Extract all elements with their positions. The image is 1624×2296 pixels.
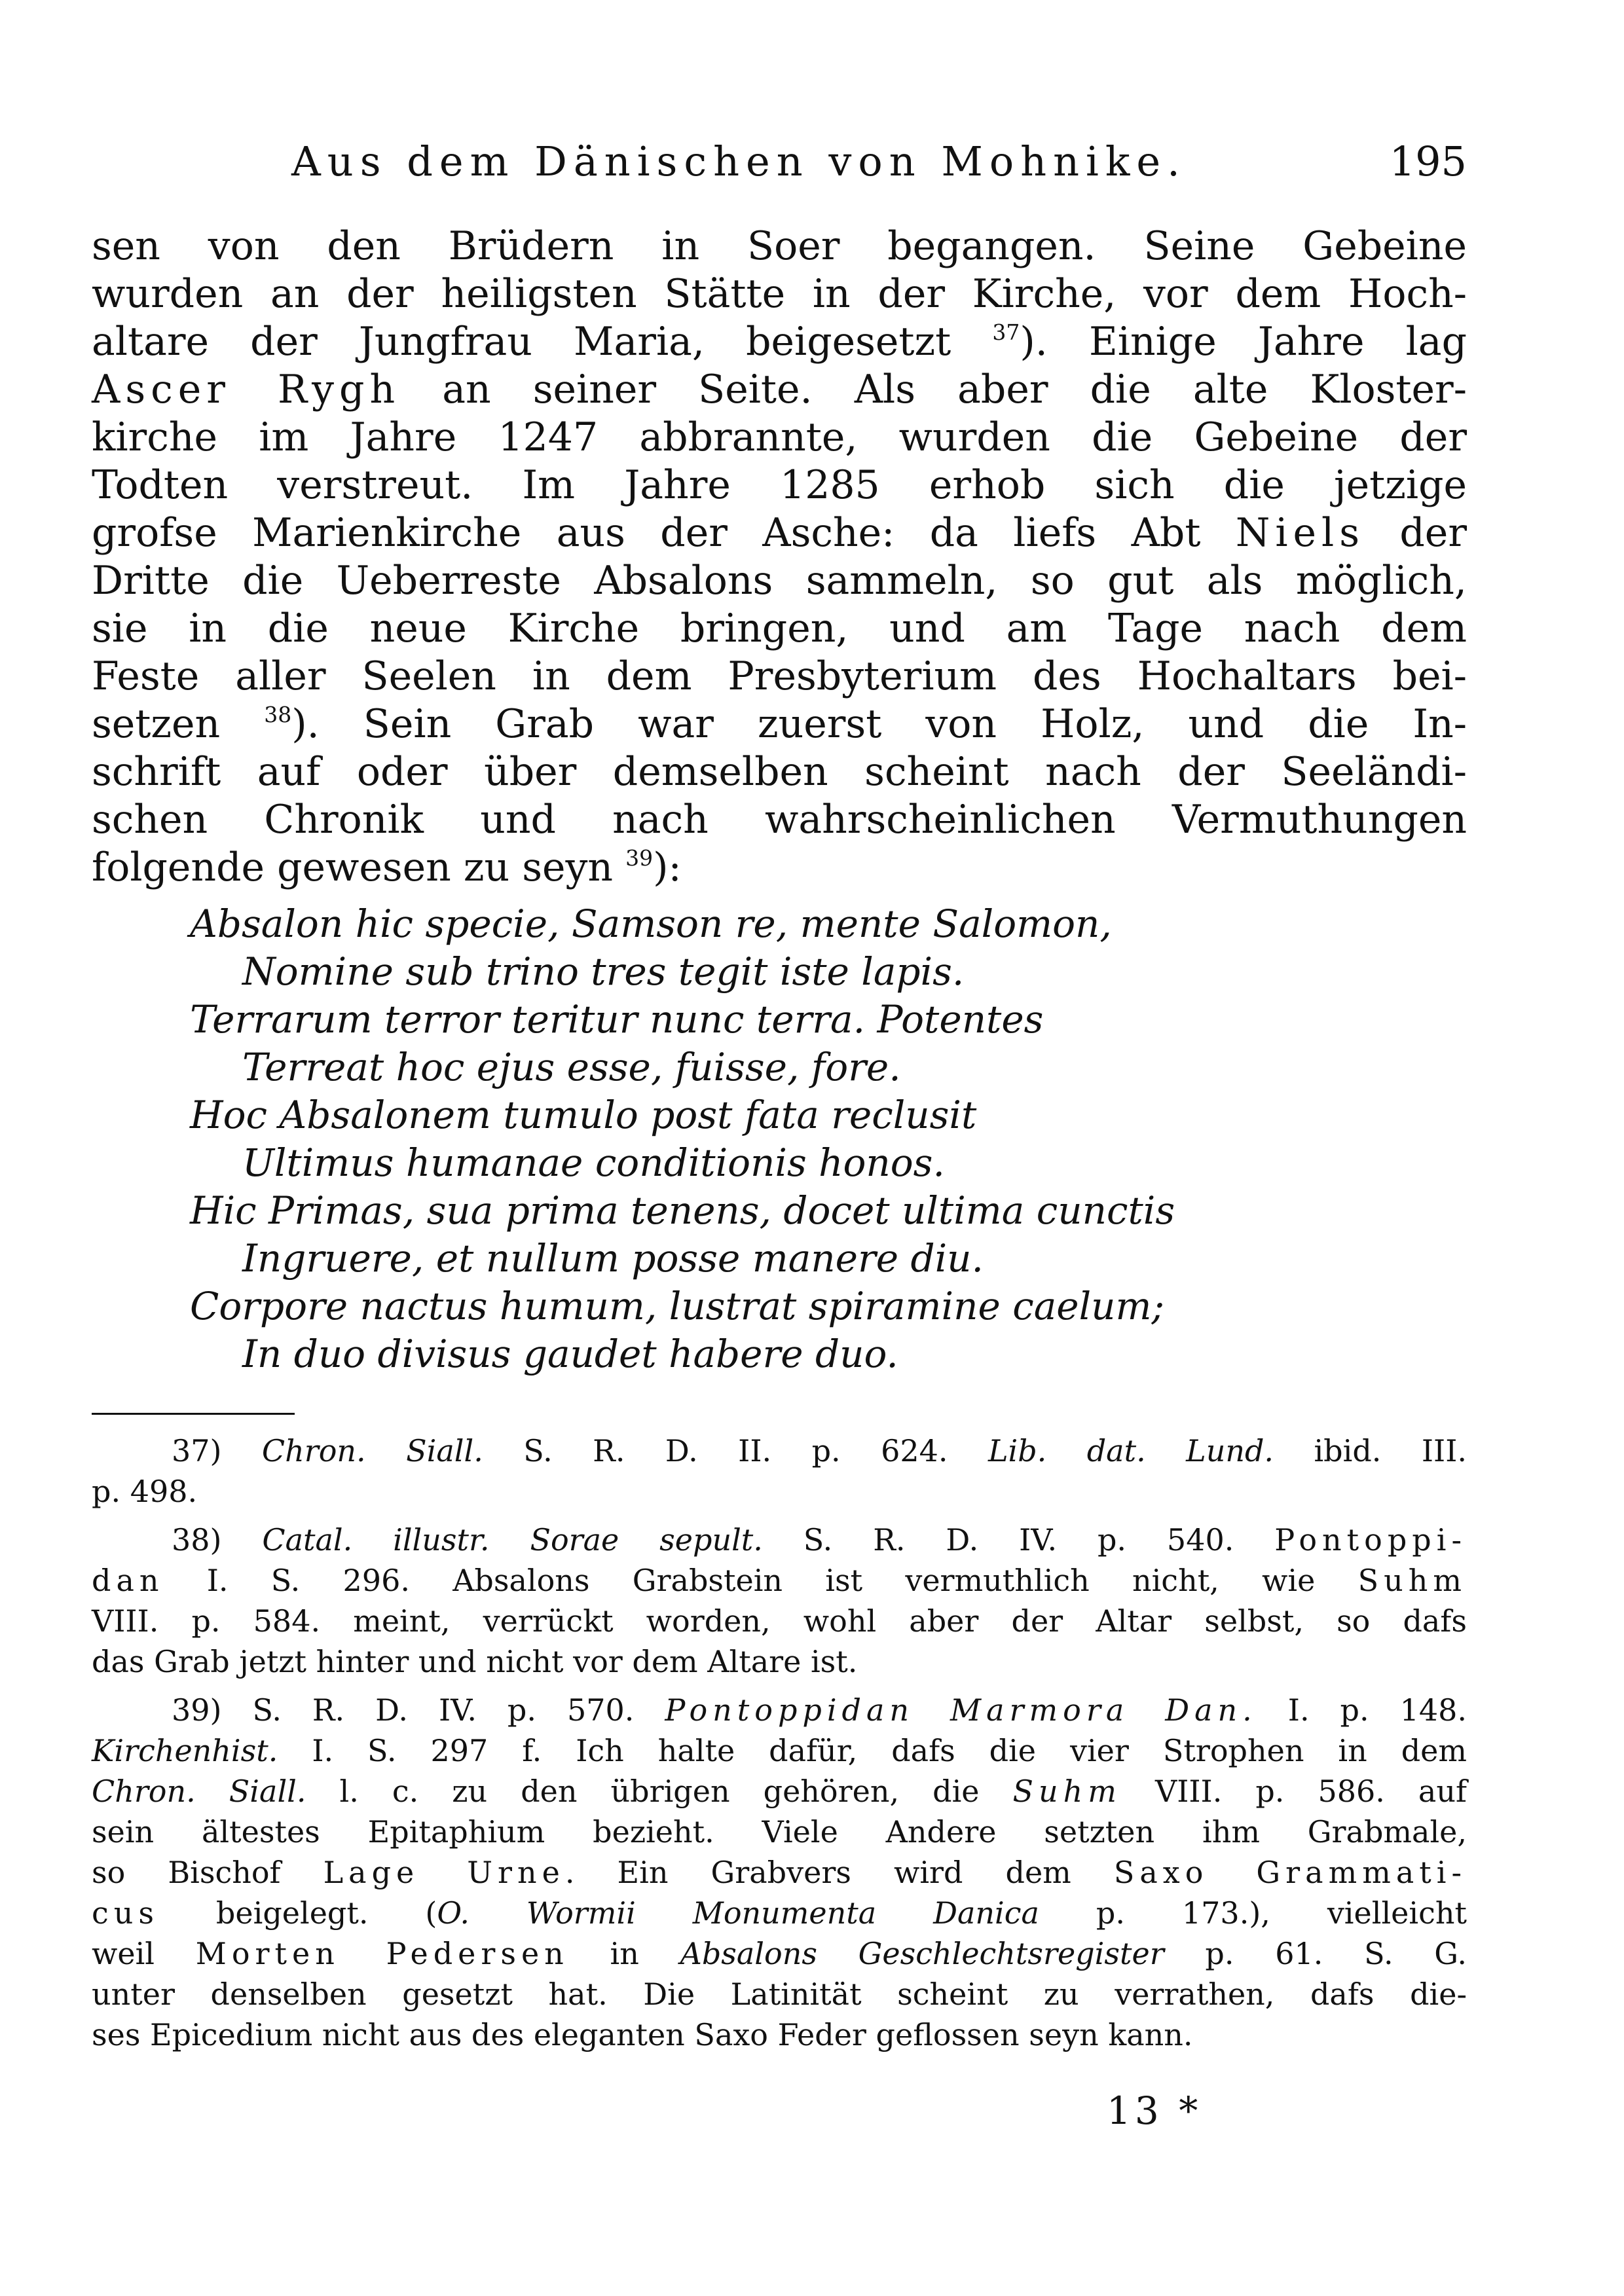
text-span: Chron. Siall.	[92, 1774, 306, 1809]
footnote-38-line: VIII. p. 584. meint, verrückt worden, wohl aber der Altar selbst, so dafs	[92, 1603, 1467, 1639]
text-span: I. p. 148.	[1257, 1692, 1467, 1728]
text-span: Kirchenhist.	[92, 1733, 278, 1768]
footnote-38-line: das Grab jetzt hinter und nicht vor dem Altare ist.	[92, 1644, 858, 1679]
spaced-name: Niels	[1235, 510, 1365, 556]
spaced-name: Suhm	[1357, 1563, 1467, 1598]
verse-line: Ultimus humanae conditionis honos.	[242, 1140, 945, 1185]
footnote-39-line	[92, 1771, 1467, 1812]
text-span: I. S. 296. Absalons Grabstein ist vermuthlich nicht, wie	[164, 1563, 1358, 1598]
text-span: Chron. Siall.	[261, 1433, 483, 1468]
text-span: 39) S. R. D. IV. p. 570.	[172, 1692, 665, 1728]
verse-line: Terreat hoc ejus esse, fuisse, fore.	[242, 1045, 901, 1089]
text-span: S. R. D. II. p. 624.	[483, 1433, 988, 1468]
note-gap	[92, 1512, 1467, 1520]
text-line	[92, 701, 1467, 748]
footnote-37-line	[92, 1430, 1467, 1471]
text-span: l. c. zu den übrigen gehören, die	[306, 1774, 1013, 1809]
spaced-name: cus	[92, 1895, 159, 1931]
text-span: so Bischof	[92, 1855, 323, 1890]
footnote-39-line	[92, 1690, 1467, 1730]
text-span: VIII. p. 586. auf	[1121, 1774, 1467, 1809]
footnote-39-line: sein ältestes Epitaphium bezieht. Viele Andere setzten ihm Grabmale,	[92, 1814, 1467, 1850]
text-line: kirche im Jahre 1247 abbrannte, wurden die Gebeine der	[92, 414, 1467, 460]
footnote-ref-38: 38	[264, 701, 292, 727]
running-title: Aus dem Dänischen von Mohnike.	[291, 137, 1187, 185]
text-span: Suhm	[1012, 1774, 1122, 1809]
text-span: ibid. III.	[1274, 1433, 1467, 1468]
footnote-38-line	[92, 1560, 1467, 1601]
footnote-38-line	[92, 1520, 1467, 1560]
footnote-divider	[92, 1413, 295, 1415]
footnote-39-line	[92, 1933, 1467, 1974]
footnotes	[92, 1430, 1467, 2055]
verse-line: Hic Primas, sua prima tenens, docet ultima cunctis	[190, 1188, 1175, 1233]
verse-line: Ingruere, et nullum posse manere diu.	[242, 1236, 984, 1281]
verse-line: In duo divisus gaudet habere duo.	[242, 1332, 898, 1376]
text-span: S. R. D. IV. p. 540.	[762, 1522, 1275, 1558]
spaced-name: Pontoppi-	[1274, 1522, 1467, 1558]
text-span: O. Wormii Monumenta Danica	[437, 1895, 1039, 1931]
footnote-39-line	[92, 1730, 1467, 1771]
text-line: Dritte die Ueberreste Absalons sammeln, so gut als möglich,	[92, 558, 1467, 604]
page-header	[92, 137, 1467, 196]
text-line	[92, 318, 1467, 366]
text-span: folgende gewesen zu seyn	[92, 845, 614, 890]
spaced-name: dan	[92, 1563, 164, 1598]
epitaph-verses	[190, 900, 1303, 1378]
text-span: Absalons Geschlechtsregister	[680, 1936, 1164, 1971]
footnote-39-line	[92, 1893, 1467, 1933]
footnote-39-line: unter denselben gesetzt hat. Die Latinität scheint zu verrathen, dafs die-	[92, 1977, 1467, 2012]
text-span: ). Sein Grab war zuerst von Holz, und die In-	[291, 701, 1467, 747]
text-span: beigelegt. (	[159, 1895, 437, 1931]
spaced-name: Ascer Rygh	[92, 367, 401, 412]
signature-mark: 13 *	[1107, 2088, 1202, 2133]
text-line: schen Chronik und nach wahrscheinlichen Vermuthungen	[92, 797, 1467, 843]
footnote-ref-39: 39	[625, 845, 654, 871]
text-line: Todten verstreut. Im Jahre 1285 erhob sich die jetzige	[92, 462, 1467, 508]
text-line	[92, 509, 1467, 557]
verse-line: Terrarum terror teritur nunc terra. Potentes	[190, 997, 1044, 1042]
text-span: in	[568, 1936, 680, 1971]
text-span: ). Einige Jahre lag	[1020, 319, 1467, 365]
text-span: Lib. dat. Lund.	[987, 1433, 1274, 1468]
footnote-39-line: ses Epicedium nicht aus des eleganten Saxo Feder geflossen seyn kann.	[92, 2017, 1193, 2052]
verse-line: Hoc Absalonem tumulo post fata reclusit	[190, 1093, 977, 1137]
verse-line: Absalon hic specie, Samson re, mente Salomon,	[190, 902, 1112, 946]
spaced-name: Morten Pedersen	[195, 1936, 569, 1971]
text-span: p. 173.), vielleicht	[1039, 1895, 1467, 1931]
text-line: sie in die neue Kirche bringen, und am Tage nach dem	[92, 606, 1467, 651]
text-span: altare der Jungfrau Maria, beigesetzt	[92, 319, 951, 365]
spaced-name: Lage Urne	[323, 1855, 565, 1890]
note-gap	[92, 1682, 1467, 1690]
text-span: 38)	[172, 1522, 263, 1558]
text-line	[92, 366, 1467, 414]
verse-line: Nomine sub trino tres tegit iste lapis.	[242, 949, 965, 994]
text-line	[92, 844, 1467, 892]
text-span: I. S. 297 f. Ich halte dafür, dafs die vier Strophen in dem	[278, 1733, 1467, 1768]
spaced-name: Saxo Grammati-	[1113, 1855, 1467, 1890]
footnote-ref-37: 37	[992, 319, 1020, 345]
text-line: sen von den Brüdern in Soer begangen. Seine Gebeine	[92, 223, 1467, 269]
text-span: an seiner Seite. Als aber die alte Kloster-	[400, 367, 1467, 412]
text-span: 37)	[172, 1433, 262, 1468]
text-span: Catal. illustr. Sorae sepult.	[262, 1522, 763, 1558]
footnote-37-line: p. 498.	[92, 1474, 198, 1509]
text-span: Pontoppidan Marmora Dan.	[665, 1692, 1257, 1728]
text-line: wurden an der heiligsten Stätte in der Kirche, vor dem Hoch-	[92, 271, 1467, 317]
text-span: . Ein Grabvers wird dem	[564, 1855, 1114, 1890]
text-span: grofse Marienkirche aus der Asche: da liefs Abt	[92, 510, 1236, 556]
text-span: setzen	[92, 701, 221, 747]
text-line: schrift auf oder über demselben scheint nach der Seeländi-	[92, 749, 1467, 795]
text-span: weil	[92, 1936, 196, 1971]
main-paragraph	[92, 223, 1467, 892]
text-span: p. 61. S. G.	[1164, 1936, 1467, 1971]
text-line: Feste aller Seelen in dem Presbyterium des Hochaltars bei-	[92, 653, 1467, 699]
text-span: ):	[653, 845, 682, 890]
verse-line: Corpore nactus humum, lustrat spiramine caelum;	[190, 1284, 1165, 1328]
page-number: 195	[1389, 137, 1467, 185]
footnote-39-line	[92, 1852, 1467, 1893]
text-span: der	[1365, 510, 1467, 556]
